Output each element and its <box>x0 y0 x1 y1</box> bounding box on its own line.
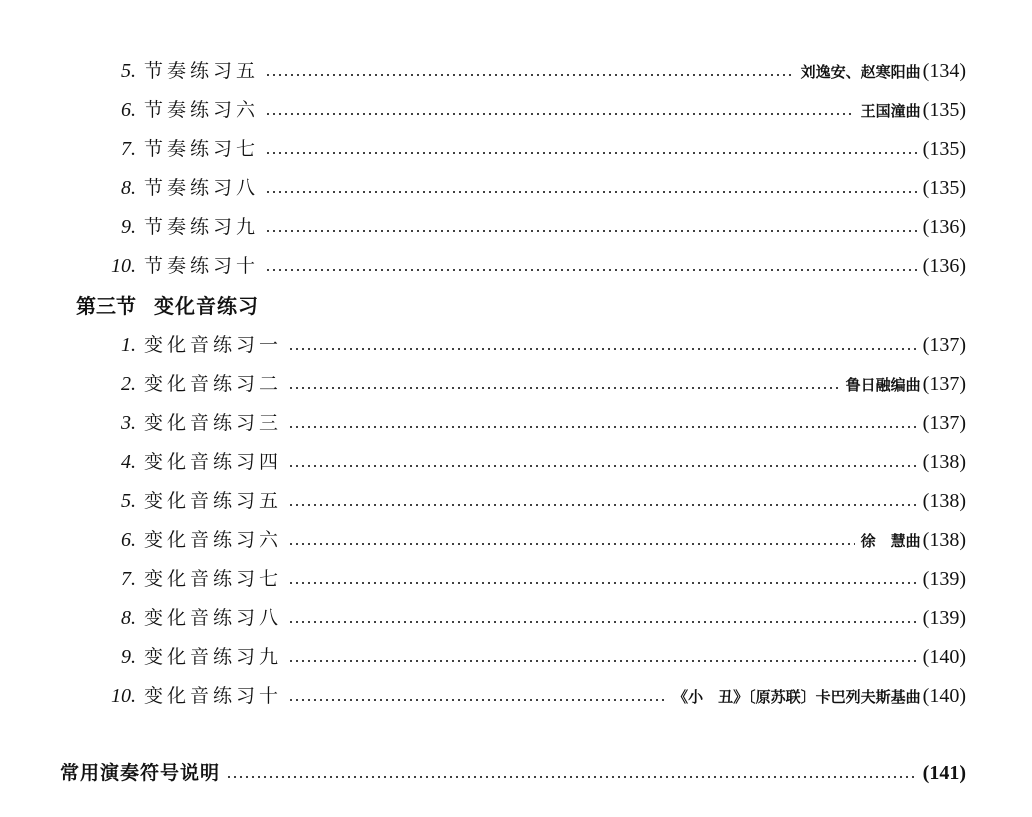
section-heading[interactable] <box>76 291 259 321</box>
entry-title: 节奏练习九 <box>144 216 260 238</box>
toc-entry[interactable] <box>100 603 966 633</box>
section-title: 变化音练习 <box>154 294 259 318</box>
entry-title: 节奏练习十 <box>144 255 260 277</box>
toc-entry[interactable] <box>100 173 966 203</box>
entry-number: 4. <box>121 451 136 473</box>
entry-title: 变化音练习四 <box>144 451 283 473</box>
entry-title: 变化音练习九 <box>144 646 283 668</box>
toc-entry[interactable] <box>100 330 966 360</box>
entry-number: 5. <box>121 60 136 82</box>
entry-page-number: (138) <box>922 490 966 512</box>
entry-number: 1. <box>121 334 136 356</box>
section-number: 第三节 <box>76 294 136 318</box>
toc-entry[interactable] <box>100 447 966 477</box>
dot-leader <box>288 426 917 428</box>
entry-page-number: (136) <box>922 216 966 238</box>
toc-entry[interactable] <box>100 56 966 86</box>
entry-number: 8. <box>121 607 136 629</box>
dot-leader <box>288 348 917 350</box>
entry-page-number: (138) <box>922 529 966 551</box>
entry-title: 节奏练习五 <box>144 60 260 82</box>
entry-page-number: (138) <box>922 451 966 473</box>
dot-leader <box>288 660 917 662</box>
entry-number: 2. <box>121 373 136 395</box>
toc-entry[interactable] <box>100 95 966 125</box>
toc-entry[interactable] <box>100 134 966 164</box>
entry-number: 10. <box>111 255 136 277</box>
entry-title: 变化音练习二 <box>144 373 283 395</box>
entry-number: 6. <box>121 99 136 121</box>
dot-leader <box>265 230 917 232</box>
dot-leader <box>288 621 917 623</box>
appendix-title: 常用演奏符号说明 <box>60 762 221 784</box>
entry-title: 节奏练习六 <box>144 99 260 121</box>
toc-entry[interactable] <box>100 408 966 438</box>
entry-page-number: (134) <box>922 60 966 82</box>
dot-leader <box>265 191 917 193</box>
dot-leader <box>265 269 917 271</box>
toc-entry[interactable] <box>100 251 966 281</box>
entry-composer: 《小 丑》〔原苏联〕卡巴列夫斯基曲 <box>673 688 921 706</box>
entry-composer: 鲁日融编曲 <box>845 376 921 394</box>
entry-title: 变化音练习十 <box>144 685 283 707</box>
entry-page-number: (140) <box>922 685 966 707</box>
entry-number: 7. <box>121 138 136 160</box>
entry-number: 5. <box>121 490 136 512</box>
entry-page-number: (135) <box>922 177 966 199</box>
entry-title: 变化音练习三 <box>144 412 283 434</box>
entry-number: 6. <box>121 529 136 551</box>
dot-leader <box>226 776 917 778</box>
entry-title: 节奏练习七 <box>144 138 260 160</box>
dot-leader <box>265 152 917 154</box>
entry-page-number: (137) <box>922 412 966 434</box>
entry-title: 变化音练习七 <box>144 568 283 590</box>
entry-page-number: (139) <box>922 568 966 590</box>
entry-number: 7. <box>121 568 136 590</box>
entry-page-number: (136) <box>922 255 966 277</box>
toc-entry[interactable] <box>100 681 966 711</box>
entry-title: 变化音练习一 <box>144 334 283 356</box>
entry-number: 3. <box>121 412 136 434</box>
entry-number: 8. <box>121 177 136 199</box>
entry-number: 9. <box>121 216 136 238</box>
entry-page-number: (140) <box>922 646 966 668</box>
dot-leader <box>288 465 917 467</box>
entry-composer: 刘逸安、赵寒阳曲 <box>800 63 921 81</box>
entry-number: 9. <box>121 646 136 668</box>
toc-entry[interactable] <box>100 642 966 672</box>
entry-page-number: (135) <box>922 138 966 160</box>
dot-leader <box>288 387 840 389</box>
dot-leader <box>288 582 917 584</box>
entry-title: 变化音练习六 <box>144 529 283 551</box>
entry-title: 变化音练习五 <box>144 490 283 512</box>
toc-appendix-entry[interactable] <box>60 758 966 788</box>
entry-page-number: (137) <box>922 334 966 356</box>
entry-title: 节奏练习八 <box>144 177 260 199</box>
toc-entry[interactable] <box>100 486 966 516</box>
entry-number: 10. <box>111 685 136 707</box>
dot-leader <box>288 504 917 506</box>
toc-entry[interactable] <box>100 369 966 399</box>
entry-page-number: (139) <box>922 607 966 629</box>
entry-page-number: (137) <box>922 373 966 395</box>
entry-title: 变化音练习八 <box>144 607 283 629</box>
entry-composer: 王国潼曲 <box>860 102 921 120</box>
toc-entry[interactable] <box>100 564 966 594</box>
appendix-page-number: (141) <box>922 762 966 784</box>
toc-entry[interactable] <box>100 525 966 555</box>
dot-leader <box>288 699 667 701</box>
toc-entry[interactable] <box>100 212 966 242</box>
dot-leader <box>265 113 855 115</box>
dot-leader <box>288 543 855 545</box>
entry-composer: 徐 慧曲 <box>860 532 921 550</box>
dot-leader <box>265 74 795 76</box>
entry-page-number: (135) <box>922 99 966 121</box>
